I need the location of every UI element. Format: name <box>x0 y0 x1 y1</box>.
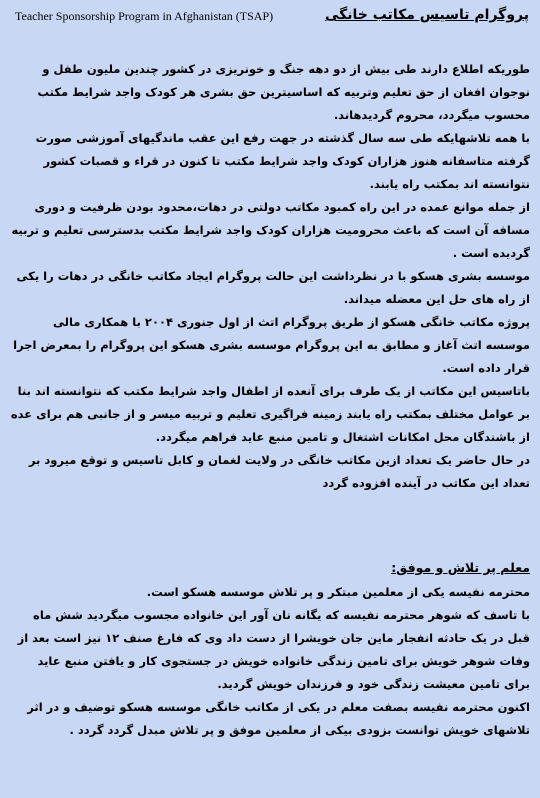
paragraph: پروژه مکاتب خانگی هسکو از طریق پروگرام اتث از اول جنوری ۲۰۰۴ با همکاری مالی موسسه اتث آغاز و مطابق به این پروگرام موسسه بشری هسکو این پروگرام را بمعرض اجرا قرار داده است. <box>13 315 530 375</box>
paragraph: باتاسیس این مکاتب از یک طرف برای آنعده از اطفال واجد شرایط مکتب که نتوانسته اند بنا بر عوامل مختلف بمکتب راه یابند زمینه فراگیری تعلیم و تربیه میسر و از جانبی هم برای عده از باشندگان محل امکانات اشتغال و تامین منبع عاید فراهم میگردد. <box>10 384 530 444</box>
paragraph: طوریکه اطلاع دارند طی بیش از دو دهه جنگ و خونریزی در کشور چندین ملیون طفل و نوجوان افغان از حق تعلیم وتربیه که اساسیترین حق بشری هر کودک واجد شرایط مکتب محسوب میگردد، محروم گردیدهاند. <box>37 62 530 122</box>
paragraph: موسسه بشری هسکو با در نظرداشت این حالت پروگرام ایجاد مکاتب خانگی در دهات را یکی از راه های حل این معضله میداند. <box>16 269 530 306</box>
paragraph: محترمه نفیسه یکی از معلمین مبتکر و پر تلاش موسسه هسکو است. <box>146 585 530 599</box>
program-english-name: Teacher Sponsorship Program in Afghanistan (TSAP) <box>15 9 274 23</box>
paragraph: اکنون محترمه نفیسه بصفت معلم در یکی از مکاتب خانگی موسسه هسکو توضیف و در اثر تلاشهای خویش توانست بزودی بیکی از معلمین موفق و پر تلاش مبدل گردد گردد . <box>27 700 530 737</box>
paragraph: با تاسف که شوهر محترمه نفیسه که یگانه نان آور این خانواده مجسوب میگردید شش ماه قبل در یک حادثه انفجار ماین جان خویشرا از دست داد وی که فارغ صنف ۱۲ نیز است بعد از وفات شوهر خویش برای تامین زندگی خانواده خویش در جستجوی کار و یافتن منبع عاید برای تامین معیشت زندگی خود و فرزندان خویش گردید. <box>17 608 530 691</box>
paragraph: در حال حاضر یک تعداد ازین مکاتب خانگی در ولایت لغمان و کابل تاسیس و توقع میرود بر تعداد این مکاتب در آینده افزوده گردد <box>28 453 530 490</box>
intro-section <box>10 58 530 495</box>
teacher-story-section <box>10 556 530 742</box>
document-title: پروگرام تاسیس مکاتب خانگی <box>324 7 529 23</box>
section-heading: معلم پر تلاش و موفق: <box>391 560 530 575</box>
paragraph: با همه تلاشهایکه طی سه سال گذشته در جهت رفع این عقب ماندگیهای آموزشی صورت گرفته متاسفانه هنوز هزاران کودک واجد شرایط مکتب تا کنون در قراء و قصبات کشور نتوانسته اند بمکتب راه یابند. <box>35 131 530 191</box>
paragraph: از جمله موانع عمده در این راه کمبود مکاتب دولتی در دهات،محدود بودن ظرفیت و دوری مسافه آن است که باعث محرومیت هزاران کودک واجد شرایط مکتب بدسترسی تعلیم و تربیه گردیده است . <box>11 200 530 260</box>
